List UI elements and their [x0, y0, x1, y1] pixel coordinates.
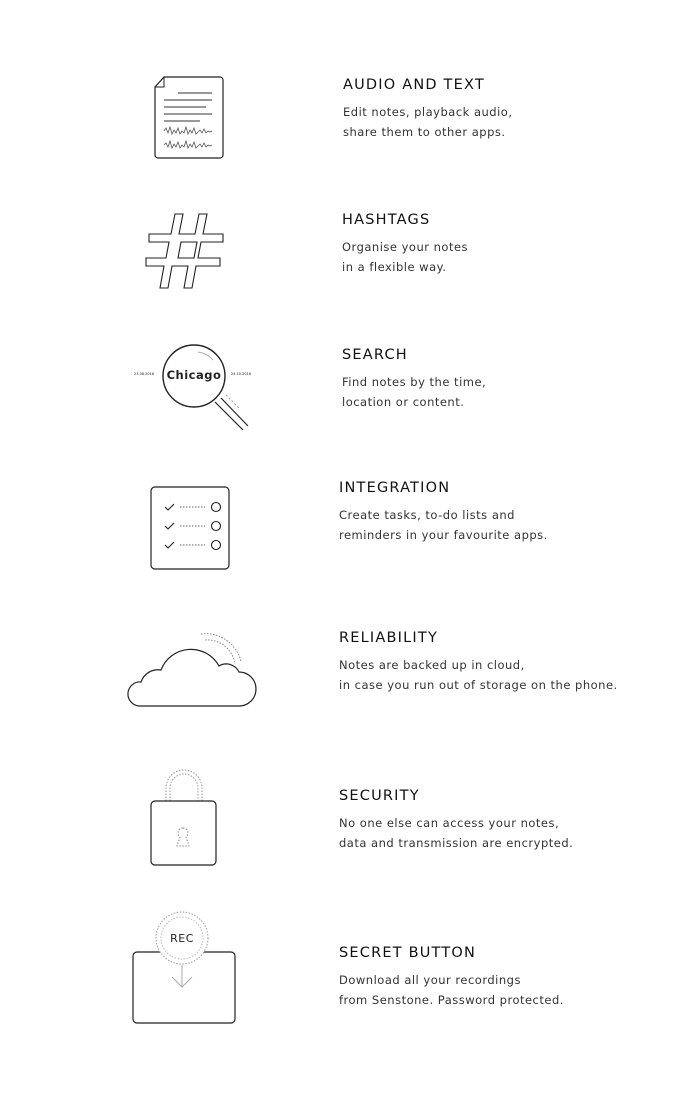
padlock-icon: [150, 768, 220, 868]
feature-description-line: Organise your notes: [342, 240, 469, 254]
rec-label: REC: [170, 932, 194, 945]
feature-description-line: No one else can access your notes,: [339, 816, 560, 830]
city-label: Chicago: [166, 368, 222, 382]
feature-description-line: Find notes by the time,: [342, 375, 487, 389]
feature-title: SEARCH: [342, 347, 408, 363]
feature-description-line: in case you run out of storage on the phone.: [339, 678, 618, 692]
feature-title: AUDIO AND TEXT: [343, 77, 485, 93]
feature-description-line: Create tasks, to-do lists and: [339, 508, 515, 522]
magnifier-icon: [128, 340, 258, 435]
feature-description-line: in a flexible way.: [342, 260, 447, 274]
cloud-icon: [127, 628, 253, 710]
feature-title: SECURITY: [339, 788, 420, 804]
date-from-label: 23.08.2016: [134, 372, 155, 376]
feature-title: SECRET BUTTON: [339, 945, 477, 961]
feature-title: INTEGRATION: [339, 480, 451, 496]
feature-description-line: Download all your recordings: [339, 973, 521, 987]
feature-title: HASHTAGS: [342, 212, 431, 228]
hashtag-icon: [155, 212, 227, 290]
feature-title: RELIABILITY: [339, 630, 439, 646]
date-to-label: 24.10.2016: [231, 372, 252, 376]
feature-description-line: Notes are backed up in cloud,: [339, 658, 525, 672]
rec-download-icon: [130, 905, 240, 1027]
feature-description-line: location or content.: [342, 395, 465, 409]
feature-description-line: from Senstone. Password protected.: [339, 993, 564, 1007]
feature-description-line: Edit notes, playback audio,: [343, 105, 513, 119]
feature-description-line: reminders in your favourite apps.: [339, 528, 548, 542]
checklist-icon: [150, 486, 232, 572]
feature-description-line: data and transmission are encrypted.: [339, 836, 574, 850]
document-audio-icon: [150, 75, 226, 161]
feature-description-line: share them to other apps.: [343, 125, 506, 139]
